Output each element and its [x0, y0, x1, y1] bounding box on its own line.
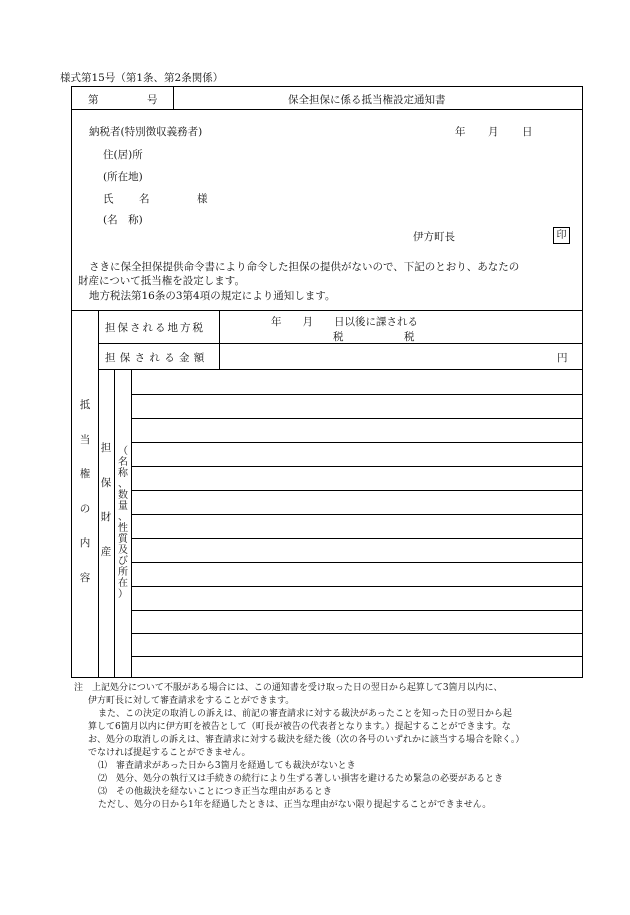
- property-note-label: [117, 446, 129, 600]
- property-note-label-char: 数: [118, 490, 128, 501]
- mortgage-content-label-char: 権: [79, 468, 91, 480]
- mortgage-content-label-char: 抵: [79, 399, 91, 411]
- property-note-label-char: 質: [118, 534, 128, 545]
- property-note-label-char: 、: [118, 479, 128, 490]
- secured-tax-date-line: 年 月 日以後に課される: [271, 316, 418, 328]
- property-row-line: [131, 442, 583, 443]
- property-row-line: [131, 633, 583, 634]
- property-note-label-char: 名: [118, 457, 128, 468]
- property-note-label-char: 量: [118, 501, 128, 512]
- property-note-label-char: 在: [118, 578, 128, 589]
- property-row-line: [131, 562, 583, 563]
- name-mei: 名: [139, 193, 150, 205]
- yen-unit: 円: [557, 352, 568, 364]
- note-3: また、この決定の取消しの訴えは、前記の審査請求に対する裁決があったことを知った日の翌日から起: [98, 709, 512, 719]
- form-frame: [71, 86, 583, 678]
- note-6: でなければ提起することができません。: [88, 748, 251, 758]
- mortgage-content-label-char: 内: [79, 537, 91, 549]
- secured-property-label-char: 保: [100, 476, 112, 489]
- header-split: [173, 86, 174, 109]
- property-note-label-char: （: [118, 446, 128, 457]
- header-divider: [71, 109, 583, 110]
- secured-tax-zei-2: 税: [404, 331, 415, 343]
- secured-property-label: [100, 443, 112, 557]
- number-go: 号: [147, 94, 158, 106]
- name-shi: 氏: [103, 193, 114, 205]
- note-2: 伊方町長に対して審査請求をすることができます。: [88, 696, 295, 706]
- note-8: ⑵ 処分、処分の執行又は手続きの続行により生ずる著しい損害を避けるため緊急の必要があるとき: [98, 774, 504, 784]
- property-split-2: [131, 369, 132, 678]
- mortgage-content-label-char: 容: [79, 571, 91, 584]
- note-9: ⑶ その他裁決を経ないことにつき正当な理由があるとき: [98, 787, 332, 797]
- mortgage-content-label-char: 当: [79, 433, 91, 446]
- property-note-label-char: 称: [118, 468, 128, 479]
- note-10: ただし、処分の日から1年を経過したときは、正当な理由がない限り提起することができません。: [98, 800, 492, 810]
- property-note-label-char: 所: [118, 567, 128, 578]
- note-5: お、処分の取消しの訴えは、審査請求に対する裁決を経た後（次の各号のいずれかに該当する場合を除く。）: [88, 735, 525, 745]
- property-row-line: [131, 514, 583, 515]
- property-note-label-char: 、: [118, 512, 128, 523]
- property-row-line: [131, 490, 583, 491]
- secured-property-label-char: 産: [100, 545, 112, 558]
- property-row-line: [131, 394, 583, 395]
- property-note-label-char: 性: [118, 523, 128, 534]
- seal-stamp: 印: [553, 227, 570, 244]
- property-row-line: [131, 466, 583, 467]
- name-alt-label: (名 称): [103, 214, 143, 226]
- body-line-2: 財産について抵当権を設定します。: [78, 275, 245, 287]
- taxpayer-label: 納税者(特別徴収義務者): [89, 126, 203, 138]
- property-row-line: [131, 656, 583, 657]
- property-note-label-char: 及: [118, 545, 128, 556]
- secured-property-label-char: 財: [100, 511, 112, 523]
- table-side-split: [98, 310, 99, 678]
- honorific-sama: 様: [197, 193, 208, 205]
- secured-tax-label: 担保される地方税: [105, 322, 205, 334]
- form-number: 様式第15号（第1条、第2条関係）: [60, 72, 224, 84]
- issuer-name: 伊方町長: [413, 231, 455, 243]
- document-title: 保全担保に係る抵当権設定通知書: [288, 94, 446, 106]
- property-note-label-char: ）: [118, 589, 128, 600]
- table-top: [71, 310, 583, 311]
- number-dai: 第: [88, 94, 99, 106]
- date-day: 日: [522, 126, 533, 138]
- body-line-1: さきに保全担保提供命令書により命令した担保の提供がないので、下記のとおり、あなたの: [89, 261, 520, 273]
- property-row-line: [131, 418, 583, 419]
- table-label-split: [219, 310, 220, 369]
- property-row-line: [131, 538, 583, 539]
- mortgage-content-label-char: の: [79, 502, 91, 515]
- body-line-3: 地方税法第16条の3第4項の規定により通知します。: [89, 290, 336, 302]
- address-label: 住(居)所: [103, 149, 143, 161]
- date-year: 年: [455, 126, 466, 138]
- location-label: (所在地): [103, 171, 143, 183]
- row2-bottom: [98, 369, 583, 370]
- property-row-line: [131, 586, 583, 587]
- secured-amount-label: 担保される金額: [105, 352, 209, 364]
- date-month: 月: [488, 126, 499, 138]
- property-row-line: [131, 610, 583, 611]
- property-note-label-char: び: [118, 556, 128, 567]
- note-7: ⑴ 審査請求があった日から3箇月を経過しても裁決がないとき: [98, 761, 356, 771]
- note-4: 算して6箇月以内に伊方町を被告として（町長が被告の代表者となります。）提起することができます。な: [88, 722, 511, 732]
- mortgage-content-label: [79, 400, 91, 583]
- secured-tax-zei-1: 税: [333, 331, 344, 343]
- property-split-1: [114, 369, 115, 678]
- secured-property-label-char: 担: [100, 442, 112, 454]
- note-1: 注 上記処分について不服がある場合には、この通知書を受け取った日の翌日から起算して3箇月以内に、: [74, 683, 503, 693]
